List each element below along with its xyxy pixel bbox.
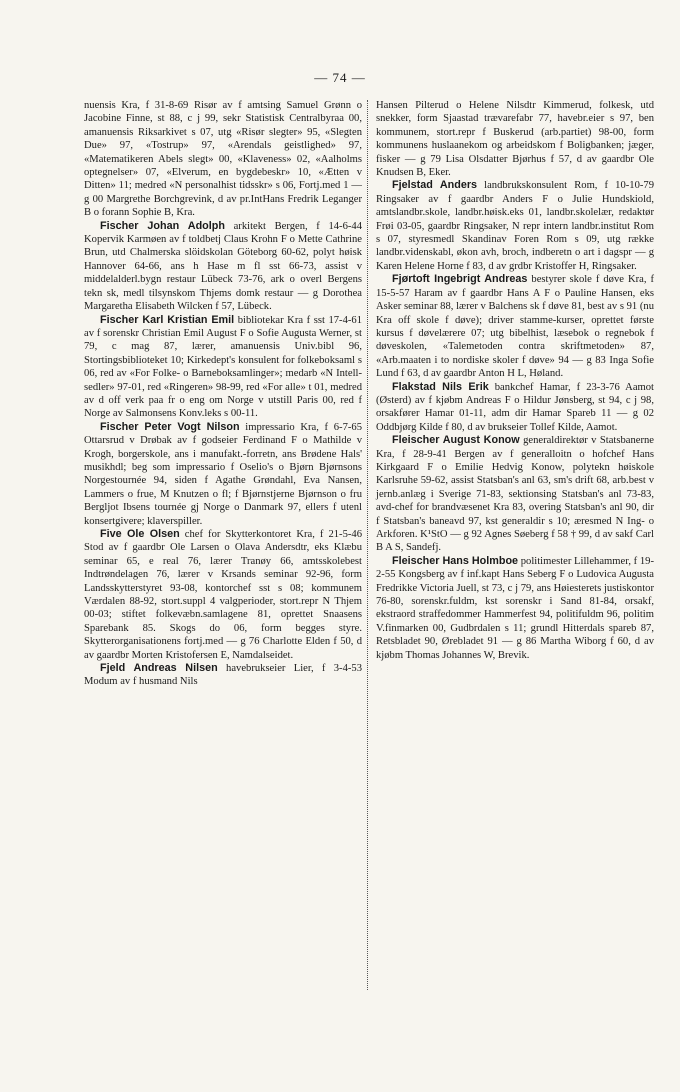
entry-name: Fleischer August Konow [392, 434, 520, 447]
entry-continuation [376, 99, 654, 179]
entry-text: bibliotekar Kra f sst 17-4-61 av f sorenskr Christian Emil August F o Sofie Augusta Werner, st 79, c mag 87, lærer, amanuensis Univ.bibl 96, Stortingsbiblioteket 10; Kirkedept's konsulent for folkeboksaml s 06, red av «For Folke- o Barneboksamlinger»; medarb «N Intell-sedler» 97-01, red «Ringeren» 98-99, red «For alle» t 01, medred av d off verk paa fr o eng om Norge v utstill Paris 00, red f Norge av Salmonsens Konv.leks s 00-11. [84, 314, 362, 420]
entry-name: Fjelstad Anders [392, 179, 478, 192]
entry-text: landbrukskonsulent Rom, f 10-10-79 Ringsaker av f gaardbr Anders F o Julie Hundskiold, amtslandbr.skole, landbr.høisk.eks 01, landbr.skolelær, redaktør Frøi 03-05, gaardbr Ringsaker, N repr intern landbr.institut Rom s 07, styresmedl Skandinav Foren Rom s 09, utg række landbr.videnskabl, økon avh, broch, indberetn o art i dagspr — g Karen Helene Horne f 83, d av grdbr Kristoffer H, Ringsaker. [376, 180, 654, 272]
entry [376, 273, 654, 380]
left-column [84, 99, 362, 689]
entry-name: Fjørtoft Ingebrigt Andreas [392, 273, 528, 286]
column-divider [367, 100, 368, 990]
entry-continuation [84, 99, 362, 220]
entry [84, 314, 362, 421]
entry-text: arkitekt Bergen, f 14-6-44 Kopervik Karmøen av f toldbetj Claus Krohn F o Mette Cathrine Brun, utd Chalmerska slöidskolan Göteborg 60-62, polyt høisk Hannover 64-66, ans h Hase m fl sst 66-73, assist v middelalderl.bygn restaur Lübeck 73-76, ark o overl Bergens tekn sk, medl tilsynskom Thjems domk restaur — g Dorothea Margaretha Elisabeth Wilcken f 57, Lübeck. [84, 220, 362, 313]
entry-name: Fischer Karl Kristian Emil [100, 313, 235, 326]
entry-name: Fjeld Andreas Nilsen [100, 662, 218, 675]
entry-name: Five Ole Olsen [100, 528, 180, 540]
entry-text: bestyrer skole f døve Kra, f 15-5-57 Haram av f gaardbr Hans A F o Pauline Hansen, eks Asker seminar 88, lærer v Balchens sk f døve 81, best av s 91 (nu Kra off skole f døve); driver stamme-kurser, oprettet første kursus f døvelærere 07; utg bibelhist, læsebok o regnebok f døveskolen, «Talemetoden contra skriftmetoden» 87, «Arb.maaten i to nordiske skoler f døve» 94 — g 83 Inga Sofie Lund f 63, d av gaardbr Anton H L, Høland. [376, 274, 654, 380]
entry [376, 381, 654, 435]
entry-name: Fischer Johan Adolph [100, 219, 225, 232]
entry [84, 528, 362, 662]
entry-text: Hansen Pilterud o Helene Nilsdtr Kimmerud, folkesk, utd snekker, form Sjaastad trævarefabr 77, havebr.eier s 97, ben kommunem, stort.repr f Buskerud (arb.partiet) 98-00, form kommunens huslaanekom og arbeidskom f Boligbanken; jæger, fisker — g 79 Lisa Olsdatter Bjørhus f 57, d av gaardbr Ole Knudsen B, Eker. [376, 100, 654, 179]
entry-text: chef for Skytterkontoret Kra, f 21-5-46 Stod av f gaardbr Ole Larsen o Olava Andersdtr, eks Klæbu seminar 65, e real 76, lærer Tranøy 66, amtsskolebest Indtrøndelagen 76, lærer v Krsands seminar 92-96, form Landsskytterstyret 93-08, kontorchef sst s 08; kommunem Værdalen 88-92, stort.suppl 4 valgperioder, stort.repr N Thjem 00-03; stiftet folkevæbn.samlagene 81, oprettet Snaasens Sparebank 85. Skogs do 06, form begges styre. Skytterorganisationens fortj.med — g 76 Charlotte Elden f 50, d av gaardbr Morten Kristofersen E, Namdalseidet. [84, 529, 362, 661]
entry-name: Fischer Peter Vogt Nilson [100, 420, 240, 433]
entry-text: havebrukseier Lier, f 3-4-53 Modum av f husmand Nils [84, 663, 362, 688]
entry-text: nuensis Kra, f 31-8-69 Risør av f amtsing Samuel Grønn o Jacobine Finne, st 88, c j 99, sekr Statistisk Centralbyraa 00, amanuensis Riksarkivet s 07, utg «Risør slegter» 95, «Slegten Due» 97, «Tostrup» 97, «Arendals geistlighed» 97, «Matematikeren Abels slegt» 00, «Klaveness» 02, «Aalholms optegnelser» 07, «Elverum, en bygdebeskr» 10, «Ætten v Ditten» 11; medred «N personalhist tidsskr» s 06, Fortj.med 1 — g 00 Margrethe Borchgrevink, d av pr.IntHans Fredrik Leganger B o forann Sophie B, Kra. [84, 100, 362, 219]
entry-text: generaldirektør v Statsbanerne Kra, f 28-9-41 Bergen av f generalloitn o hofchef Hans Kirkgaard F o Emilie Hedvig Konow, polytekn høiskole Karlsruhe 59-62, assist Statsban's anl 63, sm's drift 68, arb.best v jernb.anlæg i Sverige 71-83, sektionsing Statsban's anl 73-83, avd-chef for brandvæsenet Kra 83, overing Statsban's anl 90, dir f Statsban's baneavd 97, kst generaldir s 10; æresmed N Ing- o Arkforen. K¹StO — g 92 Agnes Søeberg f 58 † 99, d av sakf Carl B A S, Sandefj. [376, 435, 654, 554]
entry [84, 662, 362, 689]
entry [376, 179, 654, 273]
right-column [376, 99, 654, 662]
entry-name: Fleischer Hans Holmboe [392, 554, 519, 567]
entry [84, 421, 362, 528]
page-number: — 74 — [314, 70, 366, 85]
entry [376, 555, 654, 662]
entry-name: Flakstad Nils Erik [392, 380, 489, 393]
entry-text: politimester Lillehammer, f 19-2-55 Kongsberg av f inf.kapt Hans Seberg F o Ludovica Augusta Fredrikke Victoria Juell, st 73, c j 79, ans Høiesterets justiskontor 76-80, sorenskr.fuldm, kst sorenskr i Sand 81-84, orsakf, ekstraord straffedommer Hammerfest 94, politifuldm 96, politim V.finmarken 00, Gudbrdalen s 11; grundl Hitterdals spareb 87, Retsbladet 90, Ørebladet 91 — g 86 Martha Wiborg f 60, d av kjøbm Thomas Johannes W, Brevik. [376, 555, 654, 661]
entry [84, 220, 362, 314]
entry [376, 434, 654, 555]
entry-text: bankchef Hamar, f 23-3-76 Aamot (Østerd) av f kjøbm Andreas F o Hildur Jønsberg, st 94, c j 98, orsakfører Hamar 01-11, adm dir Hamar Spareb 11 — g 02 Oddbjørg Kilde f 80, d av brukseier Tollef Kilde, Aamot. [376, 381, 654, 433]
entry-text: impressario Kra, f 6-7-65 Ottarsrud v Drøbak av f godseier Ferdinand F o Mathilde v Krogh, borgerskole, ans i manufakt.-forretn, ans Brødene Hals' musikhdl; beg som impressario f Oselio's o Bjørn Bjørnsons Norgestournée 94, siden f Agathe Grøndahl, Eva Nansen, Lammers o frue, M Knutzen o fl; f Bjørnstjerne Bjørnson o fru Bergljot Ibsens tournée gj Norge o Danmark 97, ellers f utenl konsertgivere; klaverspiller. [84, 421, 362, 527]
